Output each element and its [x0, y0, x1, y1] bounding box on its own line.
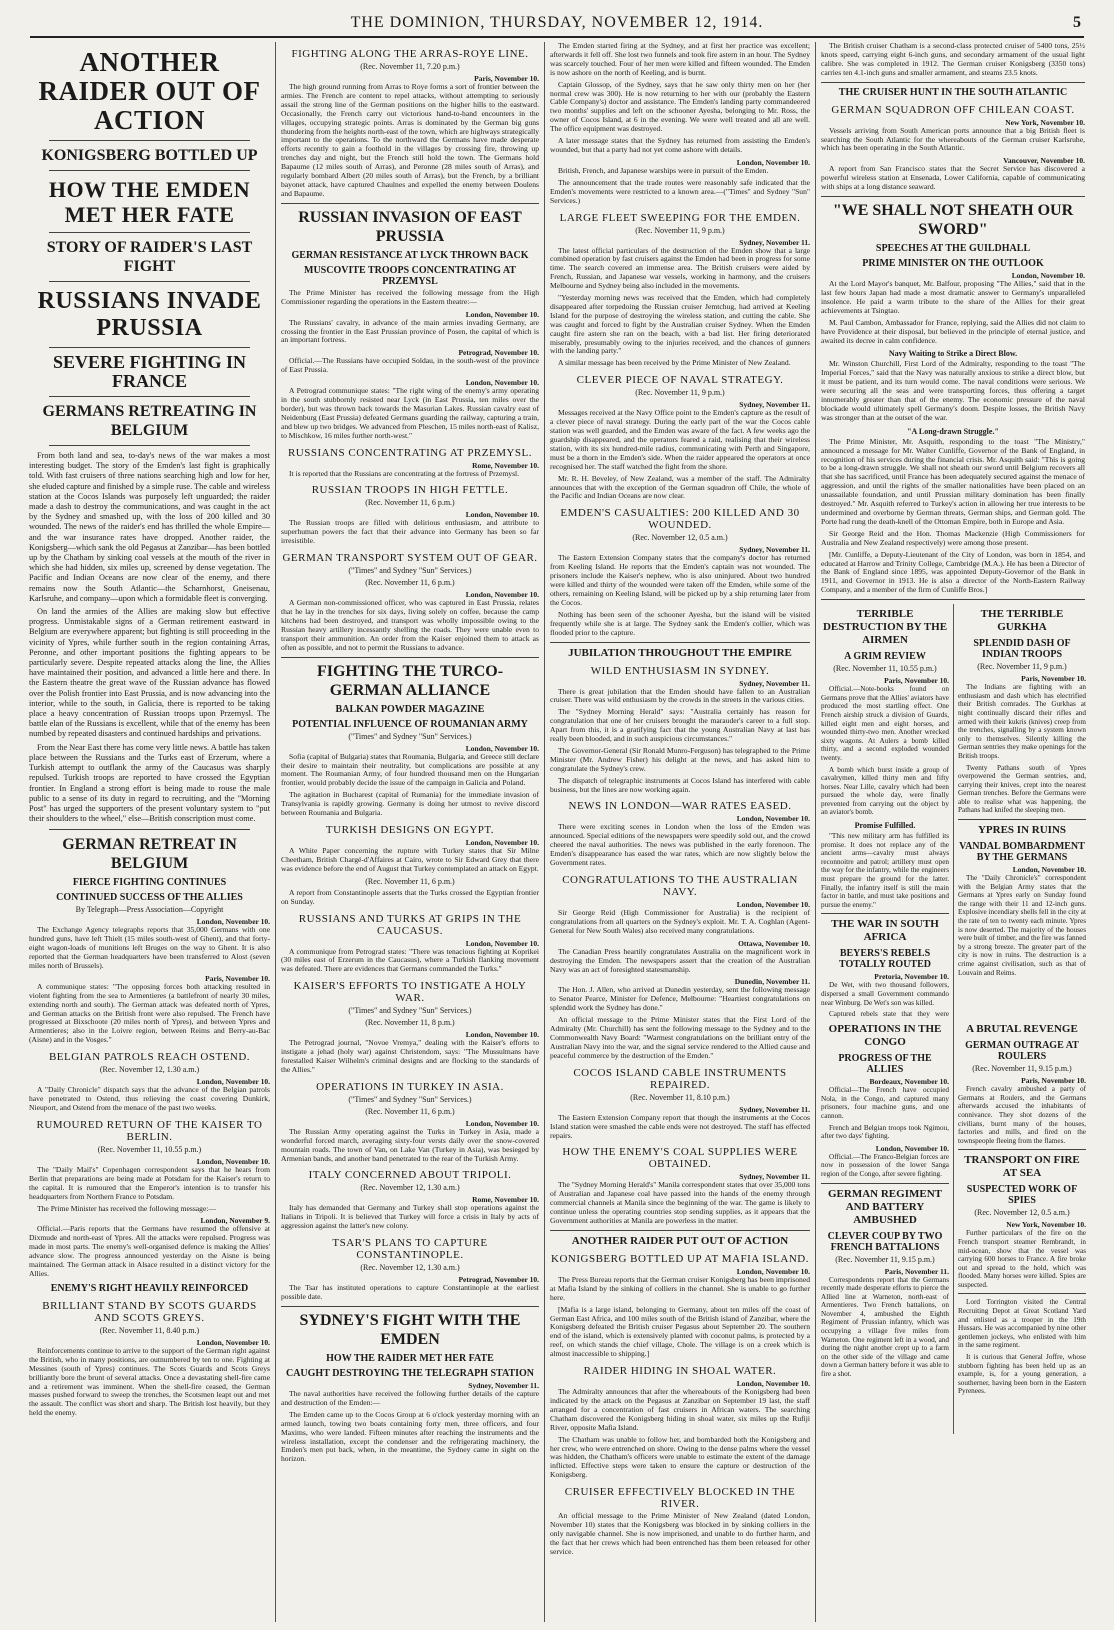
divider — [49, 170, 250, 171]
dateline: Paris, November 10. — [205, 973, 270, 983]
paragraph: Sir George Reid and the Hon. Thomas Mackenzie (High Commissioners for Australia and New Zealand respectively) were among those present. — [821, 528, 1085, 547]
credit-line: ("Times" and Sydney "Sun" Services.) — [348, 731, 472, 741]
received-line: (Rec. November 11, 6 p.m.) — [365, 1106, 455, 1116]
received-line: (Rec. November 11, 10.55 p.m.) — [97, 1144, 202, 1154]
subheadline: HOW THE RAIDER MET HER FATE — [326, 1353, 494, 1364]
received-line: (Rec. November 12, 1.30 a.m.) — [360, 1183, 460, 1193]
section-heading: COCOS ISLAND CABLE INSTRUMENTS REPAIRED. — [573, 1066, 787, 1091]
paragraph: There is great jubilation that the Emden should have fallen to an Australian cruiser. There was wild enthusiasm by the crowds in the streets in the various cities. — [550, 686, 810, 705]
column-rule — [953, 604, 954, 1019]
headline: RUSSIANS INVADE PRUSSIA — [37, 288, 262, 341]
paragraph: Messages received at the Navy Office point to the Emden's capture as the result of a clever piece of naval strategy. During the early part of the war the Cocos cable station was well guarded, and the Emden was aware of the fact. A few weeks ago the guardship disappeared, and the operators feared a raid, realising that their wireless station, with its six hundred-mile radius, communicating with Perth and Singapore, must be a thorn in the Emden's side. When the raider appeared the operators at once recognised her. The staff watched the fight from the shore. — [550, 408, 810, 471]
dateline: Vancouver, November 10. — [1003, 156, 1085, 166]
section-heading: WILD ENTHUSIASM IN SYDNEY. — [590, 664, 770, 677]
section-heading: GERMAN SQUADRON OFF CHILEAN COAST. — [831, 103, 1075, 116]
dateline: Sydney, November 11. — [739, 1104, 810, 1114]
dateline: Petrograd, November 10. — [458, 1275, 539, 1285]
paragraph: An official message to the Prime Minister states that the First Lord of the Admiralty (Mr. Churchill) has sent the following message to the Sydney and to the Commonwealth Navy Board: "Warmest congratulations on the brilliant entry of the Australian Navy into the war, and the signal service rendered to the Allied cause and peaceful commerce by the destruction of the Emden." — [550, 1015, 810, 1060]
headline: RUSSIAN INVASION OF EAST PRUSSIA — [298, 208, 522, 245]
dateline: Sydney, November 11. — [739, 545, 810, 555]
paragraph: There were exciting scenes in London when the loss of the Emden was announced. Special editions of the newspapers were speedily sold out, and the crowd cheered the naval authorities. The news was published in the early forenoon. The Emden's disappearance has eased the war rates, which are now slightly below the Government rates. — [550, 822, 810, 868]
paragraph: The British cruiser Chatham is a second-class protected cruiser of 5400 tons, 25½ knots speed, carrying eight 6-inch guns, and secondary armament of the usual light calibre. She was completed in 1912. The German cruiser Konigsberg (3350 tons) carries ten 4.1-inch guns and smaller armament, and steams 23.5 knots. — [821, 42, 1085, 77]
dateline: Sydney, November 11. — [739, 678, 810, 688]
subheadline: GERMAN RESISTANCE AT LYCK THROWN BACK — [291, 249, 529, 261]
headline: TRANSPORT ON FIRE AT SEA — [964, 1154, 1080, 1180]
dateline: London, November 10. — [1012, 865, 1086, 875]
section-heading: GERMAN TRANSPORT SYSTEM OUT OF GEAR. — [282, 552, 538, 565]
section-heading: CONGRATULATIONS TO THE AUSTRALIAN NAVY. — [562, 874, 798, 898]
subheadline: SUSPECTED WORK OF SPIES — [966, 1184, 1078, 1207]
paragraph: A "Daily Chronicle" dispatch says that the advance of the Belgian patrols have penetrated to Ostend, thus relieving the coast covering Dunkirk, Nieuport, and Ostend from the menace of the past two weeks. — [29, 1085, 270, 1112]
paragraph: A communique from Petrograd states: "There was tenacious fighting at Koprikei (30 miles east of Erzerum in the Caucasus), where a Turkish flanking movement was defeated. There are evidences that Germans commanded the Turks." — [281, 946, 539, 974]
divider — [49, 281, 250, 282]
subheadline: MUSCOVITE TROOPS CONCENTRATING AT PRZEMYSL — [304, 264, 516, 287]
split-section-bottom — [821, 1019, 1085, 1434]
subcolumn-left — [821, 1019, 949, 1434]
section-heading: LARGE FLEET SWEEPING FOR THE EMDEN. — [559, 211, 801, 224]
paragraph: Captured rebels state that they were — [829, 1010, 949, 1019]
headline: GERMAN REGIMENT AND BATTERY AMBUSHED — [828, 1187, 942, 1226]
divider — [821, 1183, 949, 1184]
divider — [281, 1306, 539, 1307]
received-line: (Rec. November 11, 8.10 p.m.) — [630, 1092, 730, 1102]
paragraph: The Prime Minister, Mr. Asquith, responding to the toast "The Ministry," announced a message for Mr. Walter Cunliffe, Governor of the Bank of England, in recognition of his services during the financial crisis. Mr. Asquith said: "This is going to be a long-drawn struggle. We shall not sheath our sword until Belgium recovers all that she has sacrificed, until France has been adequately secured against the menace of aggression, and until the rights of the smaller nationalities have been placed on an unassailable foundation, and until Prussian military domination has been finally destroyed." Mr. Asquith referred to Turkey's action in allowing her true interests to be undermined and overborne by German threats, German ships, and German gold. The Porte had rung the death-knell of the Ottoman Empire, both in Europe and Asia. — [821, 436, 1085, 526]
dateline: London, November 10. — [196, 1077, 270, 1087]
paragraph: On land the armies of the Allies are making slow but effective progress. Unmistakable signs of a German retirement eastward in Belgium are everywhere apparent; but fighting is still proceeding in the vicinity of Ypres, while further south in the region containing Arras, Peronne, and other important positions the fighting appears to be particularly severe. Despite repeated attacks along the line, the Allies have maintained their position, and advanced a little here and there. In the Eastern theatre the great wave of the Russian advance has flowed over the Polish frontier into East Prussia, and is now advancing into the interior, while to the south, in Galicia, there is reported to be taking place a heavy concentration of Russian troops upon Przemysl. The battle elan of the Russians is excellent, while that of the enemy has been numbed by repeated disasters and continued hardships and privations. — [29, 607, 270, 739]
subheadline: CONTINUED SUCCESS OF THE ALLIES — [56, 892, 243, 904]
dateline: Bordeaux, November 10. — [869, 1077, 949, 1087]
dateline: London, November 10. — [196, 917, 270, 927]
paragraph: Mr. Winston Churchill, First Lord of the Admiralty, responding to the toast "The Imperial Forces," said that the Navy was naturally anxious to strike a direct blow, but it must be patient, and its turn would come. The naval conditions were serious. We were securing all the seas and were transporting forces, thus offering a target innumerably greater than that of the enemy. The economic pressure of the naval blockade would ultimately spell Germany's doom. Despite losses, the British Navy was stronger than at the outset of the war. — [821, 359, 1085, 422]
headline: A BRUTAL REVENGE — [966, 1023, 1078, 1036]
paragraph: The Russian Army operating against the Turks in Turkey in Asia, made a wonderful forced march, averaging sixty-four versts daily over the snow-covered mountain roads. The town of Van, on Lake Van (Turkey in Asia), was besieged by Armenian bands, and another band penetrated to the rear of the Turkish Army. — [281, 1126, 539, 1163]
received-line: (Rec. November 11, 6 p.m.) — [365, 498, 455, 508]
paragraph: British, French, and Japanese warships were in pursuit of the Emden. — [558, 165, 769, 175]
paragraph: "Yesterday morning news was received that the Emden, which had completely disappeared after torpedoing the Russian cruiser Jemtchug, had arrived at Keeling Island for the purpose of destroying the wireless station, and cutting the cable. She was caught and forced to fight by the Australian cruiser Sydney. When the Emden caught fire astern she ran on the beach, with a bad list. Her firing deteriorated miserably, presumably owing to the injuries received, and the chances of gunners with the landing party." — [550, 293, 810, 356]
dateline: London, November 10. — [465, 938, 539, 948]
paragraph: A communique states: "The opposing forces both attacking resulted in violent fighting from the sea to Armentieres (a battlefront of nearly 30 miles, extending north and south). The German attack was defeated north of Ypres, and German attacks on the British front were also repulsed. The French have progressed at Bixschoote (20 miles north of Ypres), and between Ypres and Armentieres; also in the Loivre region, between Reims and Berry-au-Bac (Aisne) and in the Vosges." — [29, 981, 270, 1045]
section-heading: RUSSIANS AND TURKS AT GRIPS IN THE CAUCASUS. — [298, 912, 522, 937]
paragraph: Vessels arriving from South American ports announce that a big British fleet is searching the South Atlantic for the whereabouts of the German cruiser Karlsruhe, which has been operating in the South Atlantic. — [821, 125, 1085, 153]
paragraph: The Press Bureau reports that the German cruiser Konigsberg has been imprisoned at Mafia Island by the sinking of colliers in the channel. She is unable to go further here. — [550, 1274, 810, 1302]
dateline: Petrograd, November 10. — [458, 348, 539, 358]
paragraph: A report from San Francisco states that the Secret Service has discovered a powerful wireless station at Ensenada, Lower California, capable of communicating with ships at a long distance seaward. — [821, 164, 1085, 192]
divider — [49, 232, 250, 233]
column-rule — [815, 42, 816, 1622]
headline: THE CRUISER HUNT IN THE SOUTH ATLANTIC — [838, 86, 1068, 98]
column-1 — [26, 42, 273, 1622]
dateline: Paris, November 10. — [474, 74, 539, 83]
paragraph: Official.—Note-books found on Germans prove that the Allies' aviators have produced the most startling effect. One French airship struck a division of Guards, killed eight men and eight horses, and wounded thirty-two men. Another wrecked sixty wagons. At Aulers a bomb killed thirty, and a second exploded wounded twenty. — [821, 685, 949, 762]
subheadline: POTENTIAL INFLUENCE OF ROUMANIAN ARMY — [292, 718, 528, 730]
dateline: London, November 10. — [465, 510, 539, 520]
paragraph: The agitation in Bucharest (capital of Rumania) for the immediate invasion of Transylvania is rapidly growing. Germany is doing her utmost to revive discord between Roumania and Bulgaria. — [281, 790, 539, 818]
dateline: London, November 10. — [465, 309, 539, 319]
paragraph: A report from Constantinople asserts that the Turks crossed the Egyptian frontier on Sunday. — [281, 887, 539, 906]
headline: TERRIBLE DESTRUCTION BY THE AIRMEN — [822, 608, 948, 647]
paragraph: Sofia (capital of Bulgaria) states that Roumania, Bulgaria, and Greece still declare their desire to maintain their neutrality, but complications are possible at any moment. The Roumanian Army, of four hundred thousand men on the Hungarian frontier, would probably decide the issue of the campaign in Galicia and Poland. — [281, 751, 539, 788]
column-rule — [544, 42, 545, 1622]
paragraph: An official message to the Prime Minister of New Zealand (dated London, November 10) states that the Konigsberg was blocked in by sinking colliers in the only navigable channel. She is now imprisoned, and unable to do further harm, and the fact that her crews which had been entrenched has them been released for other service. — [550, 1511, 810, 1556]
paragraph: The Emden came up to the Cocos Group at 6 o'clock yesterday morning with an armed launch, towing two boats containing forty men, three officers, and four Maxims, who were landed. Fifteen minutes after reaching the instruments and the wireless installation, except the condenser and the refrigerating machinery, the Emden's men put back, when, in the meantime, the Sydney came in sight on the horizon. — [281, 1409, 539, 1464]
paragraph: [Mafia is a large island, belonging to Germany, about ten miles off the coast of German East Africa, and 100 miles south of the British island of Zanzibar, where the Konigsberg defeated the British cruiser Pegasus about September 20. The southern end of the island, which is extensively planted with coconut palms, is protected by a reef, on which stands the chief village, Chole. The village is on a creek which is almost inaccessible to shipping.] — [550, 1304, 810, 1359]
column-3 — [547, 42, 813, 1622]
subcolumn-right — [958, 1019, 1086, 1434]
received-line: (Rec. November 12, 1.30 a.m.) — [360, 1263, 460, 1273]
paragraph: A similar message has been received by the Prime Minister of New Zealand. — [558, 358, 791, 368]
section-heading: RAIDER HIDING IN SHOAL WATER. — [583, 1365, 777, 1378]
paragraph: A bomb which burst inside a group of cavalrymen, killed thirty men and fifty horses. Near Lille, cavalry which had been pursued the whole day, were finally prevented from carrying out the object by an aviator's bomb. — [821, 765, 949, 817]
received-line: (Rec. November 11, 9.15 p.m.) — [835, 1254, 935, 1264]
paragraph: The Eastern Extension Company states that the company's doctor has returned from Keeling Island. He reports that the Emden's captain was not wounded. The prisoners include the Kaiser's nephew, who is also uninjured. About two hundred were killed and thirty of the wounded were taken off the Emden, while some of the others, remaining on Keeling Island, will be picked up by a ship returning later from the Cocos. — [550, 553, 810, 607]
paragraph: The Petrograd journal, "Novoe Vremya," dealing with the Kaiser's efforts to instigate a jehad (holy war) against Christendom, says: "The Mussulmans have forestalled Kaiser Wilhelm's criminal designs and are flocking to the standards of the Allies." — [281, 1038, 539, 1074]
dateline: London, November 10. — [736, 1379, 810, 1389]
headline: FIGHTING THE TURCO-GERMAN ALLIANCE — [316, 662, 504, 699]
credit-line: ("Times" and Sydney "Sun" Services.) — [348, 1006, 472, 1016]
dateline: London, November 10. — [736, 900, 810, 909]
divider — [49, 396, 250, 397]
subheading: Promise Fulfilled. — [854, 821, 916, 831]
received-line: (Rec. November 11, 8.40 p.m.) — [99, 1325, 200, 1335]
paragraph: It is curious that General Joffre, whose stubborn fighting has been held up as an example, is, for a young generation, a southerner, having been born in the Eastern Pyrenees. — [958, 1353, 1086, 1396]
paragraph: A later message states that the Sydney has returned from assisting the Emden's wounded, but that a party had not yet come ashore with details. — [550, 136, 810, 154]
divider — [281, 203, 539, 204]
paragraph: M. Paul Cambon, Ambassador for France, replying, said the Allies did not claim to have Providence at their disposal, but believed in the principle of eternal justice, and awaited its decree in calm confidence. — [821, 317, 1085, 345]
paragraph: French cavalry ambushed a party of Germans at Roulers, and the Germans afterwards accused the inhabitants of connivance. They shot dozens of the civilians, burnt many of the houses, factories and mills, and fired on the townspeople fleeing from the flames. — [958, 1085, 1086, 1145]
divider — [821, 599, 1085, 600]
dateline: New York, November 10. — [1006, 1220, 1086, 1230]
masthead-title: THE DOMINION, THURSDAY, NOVEMBER 12, 1914. — [350, 14, 764, 31]
headline: HOW THE EMDEN MET HER FATE — [48, 177, 251, 227]
paragraph: The naval authorities have received the following further details of the capture and destruction of the Emden:— — [281, 1389, 539, 1407]
columns — [26, 42, 1088, 1622]
section-heading: RUSSIAN TROOPS IN HIGH FETTLE. — [311, 484, 509, 497]
headline: ANOTHER RAIDER PUT OUT OF ACTION — [571, 1234, 789, 1247]
dateline: Pretoria, November 10. — [874, 972, 949, 982]
divider — [49, 829, 250, 830]
divider — [821, 82, 1085, 83]
paragraph: Official.—Paris reports that the Germans have resumed the offensive at Dixmude and north-east of Ypres. All the attacks were repulsed. Progress was made in most parts. The enemy's well-organised defence is making the Allies' advance slow. The progress announced yesterday on the Aisne is being maintained. The German attack in Alsace resulted in a distinct victory for the Allies. — [29, 1224, 270, 1278]
column-rule — [275, 42, 276, 1622]
column-4 — [818, 42, 1088, 1622]
paragraph: A German non-commissioned officer, who was captured in East Prussia, relates that he lay in the trenches for six days, living solely on coffee, because the camp kitchens had been destroyed, and transport was wholly impossible owing to the Russian heavy artillery incessantly shelling the roads. They were unable even to transport their ammunition. An order from the Kaiser enjoined them to attack as often as possible, and not to permit the Russians to advance. — [281, 598, 539, 652]
subheadline: GERMAN OUTRAGE AT ROULERS — [965, 1040, 1079, 1063]
subheadline: VANDAL BOMBARDMENT BY THE GERMANS — [959, 841, 1085, 864]
dateline: London, November 10. — [736, 157, 810, 167]
section-heading: HOW THE ENEMY'S COAL SUPPLIES WERE OBTAINED. — [562, 1146, 798, 1171]
received-line: (Rec. November 12, 0.5 a.m.) — [974, 1208, 1070, 1218]
credit-line: ("Times" and Sydney "Sun" Services.) — [348, 1094, 472, 1104]
divider — [550, 1230, 810, 1231]
section-heading: TSAR'S PLANS TO CAPTURE CONSTANTINOPLE. — [332, 1237, 488, 1262]
dateline: London, November 10. — [196, 1156, 270, 1166]
dateline: Rome, November 10. — [472, 460, 539, 470]
section-heading: BRILLIANT STAND BY SCOTS GUARDS AND SCOTS GREYS. — [42, 1299, 257, 1324]
dateline: Dunedin, November 11. — [734, 977, 810, 987]
dateline: London, November 10. — [196, 1337, 270, 1347]
divider — [821, 196, 1085, 197]
paragraph: Twenty Pathans south of Ypres overpowered the German sentries, and, carrying their knives, crept into the nearest German trenches. Before the Germans were able to realise what was happening, the Pathans had knifed the sleeping men. — [958, 763, 1086, 815]
paragraph: The Admiralty announces that after the whereabouts of the Konigsberg had been indicated by the attack on the Pegasus at Zanzibar on September 19 last, the staff arranged for a concentration of fast cruisers in African waters. The searching Chatham discovered the Konigsberg hiding in shoal water, six miles up the Rufiji River, opposite Mafia Island. — [550, 1387, 810, 1432]
received-line: (Rec. November 11, 6 p.m.) — [365, 876, 455, 886]
lead-article — [29, 451, 270, 824]
paragraph: The "Sydney Morning Herald" says: "Australia certainly has reason for congratulation that one of her cruisers brought the marauder's career to a full stop. Apart from this, it is a gratifying fact that the young Australian Navy at last has really been blooded, and in such auspicious circumstances." — [550, 707, 810, 744]
section-heading: NEWS IN LONDON—WAR RATES EASED. — [568, 800, 792, 813]
paragraph: From the Near East there has come very little news. A battle has taken place between the Russians and the Turks east of Erzerum, where a Turkish attempt to outflank the army of the Caucasus was sharply repulsed. Turkish troops are reported to have crossed the Egyptian frontier. In England a strong effort is being made to rouse the male public to a sense of its duty in regard to recruiting, and the "Morning Post" has urged the supporters of the present voluntary system to "put their shoulders to the wheel," else—British conscription must come. — [29, 742, 270, 824]
dateline: London, November 10. — [1011, 271, 1085, 281]
section-heading: EMDEN'S CASUALTIES: 200 KILLED AND 30 WOUNDED. — [560, 507, 800, 532]
paragraph: Mr. R. H. Beveley, of New Zealand, was a member of the staff. The Admiralty announces that with the exception of the German squadron off Chile, the whole of the Pacific and Indian Oceans are now clear. — [550, 473, 810, 501]
subheadline: KONIGSBERG BOTTLED UP — [41, 147, 258, 164]
subheadline: SPEECHES AT THE GUILDHALL — [875, 243, 1031, 255]
section-heading: RUSSIANS CONCENTRATING AT PRZEMYSL. — [287, 446, 533, 459]
dateline: Sydney, November 11. — [468, 1381, 539, 1390]
received-line: (Rec. November 11, 9.15 p.m.) — [972, 1064, 1072, 1074]
section-heading: FIGHTING ALONG THE ARRAS-ROYE LINE. — [291, 48, 529, 60]
paragraph: The Indians are fighting with an enthusiasm and dash which has electrified their British comrades. The Gurkhas at night continually discard their rifles and armed with their kukris (knives) creep from the trenches, signalling by a system known only to themselves. Silently killing the German sentries they make openings for the British troops. — [958, 683, 1086, 760]
subheadline: SEVERE FIGHTING IN FRANCE — [52, 352, 247, 391]
paragraph: At the Lord Mayor's banquet, Mr. Balfour, proposing "The Allies," said that in the last few hours Japan had made a most dramatic answer to Germany's unparalleled insolence. He paid a warm tribute to the share of the Allies for their great achievements at Tsingtao. — [821, 279, 1085, 315]
received-line: (Rec. November 11, 9 p.m.) — [635, 225, 725, 235]
subheading: "A Long-drawn Struggle." — [907, 426, 999, 436]
subheadline: FIERCE FIGHTING CONTINUES — [72, 877, 227, 889]
received-line: (Rec. November 12, 1.30 a.m.) — [99, 1065, 200, 1075]
paragraph: Captain Glossop, of the Sydney, says that he saw only thirty men on her (her normal crew was 300). He is now returning to her with our (probably the Eastern Cable Company's) doctor and assistance. The Emden's landing party commandeered two months' supplies and left on the schooner Ayesha, belonging to Mr. Ross, the owner of Cocos Island, at 6 in the evening. We were well treated and all are well. The office equipment was destroyed. — [550, 79, 810, 134]
paragraph: Reinforcements continue to arrive to the support of the German right against the British, who in many positions, are outnumbered by ten to one. Fighting at Messines (south of Ypres) continues. The Scots Guards and Scots Greys brilliantly bore the brunt of several attacks. Once a devastating shell-fire came and a retirement was imminent. When the shell-fire ceased, the German masses pushed forward to sweep the trenches, the Scotsmen leapt out and met the assault. The conflict was short and sharp. The British lost heavily, but they held the enemy. — [29, 1345, 270, 1418]
paragraph: The Hon. J. Allen, who arrived at Dunedin yesterday, sent the following message to Senator Pearce, Minister for Defence, Melbourne: "Heartiest congratulations on splendid work the Sydney has done." — [550, 985, 810, 1013]
divider — [958, 1149, 1086, 1150]
divider — [281, 657, 539, 658]
paragraph: The "Daily Chronicle's" correspondent with the Belgian Army states that the Germans at Ypres early on Sunday found the range with their 11 and 12-inch guns. Explosive incendiary shells fell in the city at the rate of ten to twenty each minute. Ypres is now deserted. The majority of the houses were built of timber, and the fire was fanned by a strong breeze. The greater part of the city is now in ruins. The destruction is a crime against civilisation, such as that of Louvain and Reims. — [958, 874, 1086, 977]
divider — [821, 913, 949, 914]
subheadline: BALKAN POWDER MAGAZINE — [335, 703, 485, 715]
headline: OPERATIONS IN THE CONGO — [828, 1023, 942, 1049]
masthead — [30, 14, 1084, 38]
column-rule — [953, 1019, 954, 1434]
section-heading: ENEMY'S RIGHT HEAVILY REINFORCED — [50, 1282, 249, 1294]
headline: THE WAR IN SOUTH AFRICA — [831, 918, 939, 944]
subheadline: CAUGHT DESTROYING THE TELEGRAPH STATION — [285, 1368, 535, 1379]
headline: GERMAN RETREAT IN BELGIUM — [62, 836, 237, 873]
paragraph: The Tsar has instituted operations to capture Constantinople at the earliest possible date. — [281, 1283, 539, 1302]
divider — [49, 140, 250, 141]
divider — [958, 819, 1086, 820]
paragraph: The announcement that the trade routes were reasonably safe indicated that the Emden's movements were restricted to a known area.—("Times" and Sydney "Sun" Services.) — [550, 177, 810, 205]
dateline: London, November 10. — [465, 378, 539, 388]
paragraph: The Prime Minister has received the following message:— — [37, 1203, 217, 1213]
divider — [550, 642, 810, 643]
paragraph: Further particulars of the fire on the French transport steamer Rembrandt, in mid-ocean, show that the vessel was carrying 600 horses to France. A fire broke out and spread to the hold, which was flooded. Many horses were killed. Spies are suspected. — [958, 1229, 1086, 1289]
paragraph: The Eastern Extension Company report that though the instruments at the Cocos Island station were smashed the cable ends were not destroyed. The staff has effected repairs. — [550, 1112, 810, 1140]
subheadline: PROGRESS OF THE ALLIES — [838, 1053, 932, 1076]
dateline: London, November 10. — [465, 590, 539, 600]
section-heading: ITALY CONCERNED ABOUT TRIPOLI. — [308, 1169, 512, 1182]
paragraph: The Exchange Agency telegraphs reports that 35,000 Germans with one hundred guns, have left Thielt (15 miles south-west of Ghent), and that forty-eight wagon-loads of munitions left Bruges on the way to Ghent. It is also reported that the German headquarters have been transferred to Alost (seven miles north of Brussels). — [29, 925, 270, 970]
subheadline: BEYERS'S REBELS TOTALLY ROUTED — [839, 948, 931, 971]
paragraph: The Canadian Press heartily congratulates Australia on the magnificent work in destroying the Emden. The newspapers assert that the creation of the Australian Navy was an act of foresighted statesmanship. — [550, 946, 810, 974]
subheadline: SPLENDID DASH OF INDIAN TROOPS — [973, 638, 1071, 661]
paragraph: French and Belgian troops took Ngimou, after two days' fighting. — [821, 1123, 949, 1141]
dateline: London, November 10. — [875, 1143, 949, 1153]
page-number: 5 — [1073, 14, 1082, 31]
subheadline: A GRIM REVIEW — [844, 651, 926, 663]
divider — [49, 445, 250, 446]
dateline: Sydney, November 11. — [739, 400, 810, 410]
dateline: London, November 10. — [736, 1266, 810, 1276]
section-heading: CLEVER PIECE OF NAVAL STRATEGY. — [576, 374, 784, 387]
paragraph: [Mr. Cunliffe, a Deputy-Lieutenant of the City of London, was born in 1854, and educated at Harrow and Trinity College, Cambridge (M.A.). He has been a Director of the Bank of England since 1895, was appointed Deputy-Governor of the Bank in 1911, and Governor in 1913. He is also a director of the North-Eastern Railway Company, and a member of the firm of Cunliffe Bros.] — [821, 549, 1085, 595]
paragraph: Official.—The Franco-Belgian forces are now in possession of the lower Sanga region of the Congo, after severe fighting. — [821, 1152, 949, 1178]
paragraph: De Wet, with two thousand followers, dispersed a small Government commando near Winburg. De Wet's son was killed. — [821, 981, 949, 1007]
subcolumn-right — [958, 604, 1086, 1019]
paragraph: Official—The French have occupied Nola, in the Congo, and captured many prisoners, four machine guns, and one cannon. — [821, 1086, 949, 1120]
section-heading: KAISER'S EFFORTS TO INSTIGATE A HOLY WAR. — [293, 980, 527, 1005]
section-heading: CRUISER EFFECTIVELY BLOCKED IN THE RIVER. — [564, 1486, 796, 1511]
headline: "WE SHALL NOT SHEATH OUR SWORD" — [832, 202, 1074, 239]
subheadline: CLEVER COUP BY TWO FRENCH BATTALIONS — [827, 1230, 943, 1253]
dateline: Paris, November 10. — [884, 676, 949, 686]
paragraph: The Russians' cavalry, in advance of the main armies invading Germany, are crossing the frontier in the East Prussian province of Posen, the capital of which is an important fortress. — [281, 317, 539, 345]
received-line: (Rec. November 12, 0.5 a.m.) — [632, 533, 728, 543]
paragraph: "This new military arm has fulfilled its promise. It does not replace any of the ancient arms—cavalry must always reconnoitre and patrol; artillery must open the way for the infantry, while the engineers must prepare the ground for the latter. Finally, the infantry itself is still the main factor in battle, and must take positions and pursue the enemy." — [821, 832, 949, 909]
section-heading: TURKISH DESIGNS ON EGYPT. — [325, 823, 495, 836]
paragraph: From both land and sea, to-day's news of the war makes a most interesting budget. The story of the Emden's last fight is graphically told. With fast cruisers of three nations searching high and low for her, she eluded capture and finished by a simple ruse. The cable and wireless station at the Cocos Islands was purposely left unguarded; the raider made a dash to destroy the communications, and was caught in the act by the Sydney and smashed up, with the loss of 200 killed and 30 wounded. The news of the raider's end has thrilled the whole Empire—and the war insurance rates have dropped. Another raider, the Konigsberg—which sank the old Pegasus at Zanzibar—has been bottled up by the Chatham by sinking coal vessels at the mouth of the river in which she had hidden, six miles up, screened by dense vegetation. The Pacific and Indian Oceans are now clear of the enemy, and there remains now the South Atlantic—the Scharnhorst, Gneisenau, Karlsruhe, and company—upon which a formidable fleet is converging. — [29, 451, 270, 603]
paragraph: The Russian troops are filled with delirious enthusiasm, and attribute to superhuman powers the fact that their advance into Germany has been so far irresistible. — [281, 518, 539, 546]
paragraph: The Emden started firing at the Sydney, and at first her practice was excellent; afterwards it fell off. She lost two funnels and took fire astern in an hour. The Sydney was scarcely touched. Four of her men were killed and fifteen wounded. The Emden is now ashore on the north of Keeling, and is burnt. — [550, 42, 810, 77]
dateline: New York, November 10. — [1005, 117, 1085, 127]
paragraph: Italy has demanded that Germany and Turkey shall stop operations against the Italians in Tripoli. It is believed that Turkey will force a crisis in Italy by acts of aggression against the latter's new colony. — [281, 1203, 539, 1231]
subheading: Navy Waiting to Strike a Direct Blow. — [888, 349, 1018, 359]
received-line: (Rec. November 11, 10.55 p.m.) — [833, 664, 937, 674]
dateline: Sydney, November 11. — [739, 1172, 810, 1182]
received-line: (Rec. November 11, 9 p.m.) — [977, 662, 1067, 672]
divider — [49, 347, 250, 348]
divider — [958, 1293, 1086, 1294]
paragraph: The dispatch of telegraphic instruments at Cocos Island has interfered with cable business, but the lines are now working again. — [550, 775, 810, 794]
received-line: (Rec. November 11, 7.20 p.m.) — [360, 62, 460, 71]
section-heading: KONIGSBERG BOTTLED UP AT MAFIA ISLAND. — [551, 1252, 809, 1265]
subheadline: PRIME MINISTER ON THE OUTLOOK — [862, 258, 1044, 270]
paragraph: A White Paper concerning the rupture with Turkey states that Sir Milne Cheetham, British Chargé-d'Affaires at Cairo, wrote to Sir Edward Grey that there was evidence before the end of August that Turkey contemplated an attack on Egypt. — [281, 845, 539, 873]
paragraph: The Governor-General (Sir Ronald Munro-Ferguson) has telegraphed to the Prime Minister (Mr. Andrew Fisher) his delight at the news, and has asked him to congratulate the Sydney's crew. — [550, 745, 810, 773]
received-line: (Rec. November 11, 6 p.m.) — [365, 578, 455, 588]
subheadline: STORY OF RAIDER'S LAST FIGHT — [46, 239, 253, 275]
paragraph: It is reported that the Russians are concentrating at the fortress of Przemysl. — [289, 468, 520, 478]
subcolumn-left — [821, 604, 949, 1019]
paragraph: The Prime Minister has received the following message from the High Commissioner regarding the operations in the Eastern theatre:— — [281, 287, 539, 306]
dateline: Paris, November 11. — [884, 1266, 949, 1276]
headline: SYDNEY'S FIGHT WITH THE EMDEN — [299, 1312, 521, 1348]
paragraph: The latest official particulars of the destruction of the Emden show that a large combined operation by fast cruisers against the Emden had been in progress for some time. The search covered an immense area. The British cruisers were aided by French, Russian, and Japanese war vessels, working in harmony, and the cruisers Melbourne and Sydney being also included in the movements. — [550, 245, 810, 291]
section-heading: BELGIAN PATROLS REACH OSTEND. — [48, 1051, 251, 1064]
split-section-top — [821, 604, 1085, 1019]
dateline: London, November 10. — [465, 1118, 539, 1128]
dateline: Ottawa, November 10. — [738, 938, 810, 948]
dateline: Paris, November 10. — [1021, 674, 1086, 684]
paragraph: The "Daily Mail's" Copenhagen correspondent says that he hears from Berlin that preparations are being made at Potsdam for the Kaiser's return to the capital. It is rumoured that the Emperor's intention is to transfer his headquarters from Northern France to Potsdam. — [29, 1164, 270, 1201]
dateline: Rome, November 10. — [472, 1195, 539, 1205]
paragraph: Official.—The Russians have occupied Soldau, in the south-west of the province of East Prussia. — [281, 356, 539, 375]
credit-line: By Telegraph—Press Association—Copyright — [75, 905, 224, 915]
dateline: London, November 9. — [200, 1216, 270, 1226]
received-line: (Rec. November 11, 8 p.m.) — [365, 1018, 455, 1028]
subheadline: GERMANS RETREATING IN BELGIUM — [42, 403, 257, 439]
paragraph: The Chatham was unable to follow her, and bombarded both the Konigsberg and her crew, who were entrenched on shore. Owing to the dense palms where the vessel was hidden, the Chatham's officers were unable to estimate the extent of the damage inflicted. Effective steps were taken to ensure the capture or destruction of the Konigsberg. — [550, 1434, 810, 1480]
dateline: Paris, November 10. — [1021, 1076, 1086, 1086]
headline: YPRES IN RUINS — [977, 824, 1067, 837]
paragraph: Lord Torrington visited the Central Recruiting Depot at Great Scotland Yard and enlisted as a trooper in the 19th Hussars. He was accompanied by nine other gentlemen jockeys, who enlisted with him in the same regiment. — [958, 1298, 1086, 1350]
paragraph: The "Sydney Morning Herald's" Manila correspondent states that over 35,000 tons of Australian and Japanese coal have passed into the hands of the enemy through commercial channels at Manila since the beginning of the war. The game is likely to continue unless the operating countries stop sending supplies, as it appears that the Government authorities at Manila are powerless in the matter. — [550, 1180, 810, 1226]
section-heading: OPERATIONS IN TURKEY IN ASIA. — [316, 1080, 504, 1093]
dateline: London, November 10. — [736, 814, 810, 824]
paragraph: The high ground running from Arras to Roye forms a sort of frontier between the armies. The French are content to repel attacks, without attempting to seriously assail the strong line of the German positions on the higher hills to the eastward. Occasionally, the French carry out victorious hand-to-hand encounters in the villages, occupying strategic points. Arras is dominated by the German big guns thundering from the heights north-east of the town, which are highways strategically important to the operations. To the northward the Germans have made desperate efforts recently to gain a foothold in the villages by crossing fire, throwing up trenches day and night, but the French still hold the town. The Germans hold Bapaume (12 miles south of Arras), and Peronne (28 miles south of Arras), and regularly bombard Albert (20 miles south of Arras), but the French, by a brilliant bayonet attack, have captured Chaulnes and expelled the enemy between Doulens and Bapaume. — [281, 82, 539, 198]
credit-line: ("Times" and Sydney "Sun" Services.) — [348, 566, 472, 576]
dateline: London, November 10. — [465, 837, 539, 847]
paragraph: Nothing has been seen of the schooner Ayesha, but the island will be visited frequently while she is at large. The Sydney sank the Emden's collier, which was flooded prior to the capture. — [550, 609, 810, 637]
section-heading: RUMOURED RETURN OF THE KAISER TO BERLIN. — [36, 1118, 263, 1143]
headline: JUBILATION THROUGHOUT THE EMPIRE — [568, 646, 792, 659]
column-2 — [278, 42, 542, 1622]
paragraph: A Petrograd communique states: "The right wing of the enemy's army operating in the south stubbornly resisted near Lyck (in East Prussia, ten miles over the border), but was thrown back towards the Masurian Lakes. Russian cavalry east of Neidenburg (East Prussia) defeated Germans guarding the railway, capturing a train, and blew up two bridges. We advanced from Pleschen, 15 miles north-east of Kalisz, to Mischkow, 16 miles further north-west." — [281, 386, 539, 440]
headline: THE TERRIBLE GURKHA — [980, 608, 1064, 634]
dateline: London, November 10. — [465, 743, 539, 753]
paragraph: Correspondents report that the Germans recently made desperate efforts to pierce the Allied line at Warneton, north-east of Armentieres. Two French battalions, on November 4, ambushed the Eighth Regiment of Prussian infantry, which was occupying a village five miles from Warneton. One regiment left in a wood, and during the night another crept up to a farm on the other side of the village and came down a German battery before it was able to fire a shot. — [821, 1275, 949, 1379]
headline: ANOTHER RAIDER OUT OF ACTION — [38, 47, 261, 135]
dateline: Sydney, November 11. — [739, 237, 810, 247]
dateline: London, November 10. — [465, 1030, 539, 1040]
received-line: (Rec. November 11, 9 p.m.) — [635, 388, 725, 398]
paragraph: Sir George Reid (High Commissioner for Australia) is the recipient of congratulations from all quarters on the Sydney's exploit. Mr. T. A. Coghlan (Agent-General for New South Wales) also received many congratulations. — [550, 908, 810, 935]
